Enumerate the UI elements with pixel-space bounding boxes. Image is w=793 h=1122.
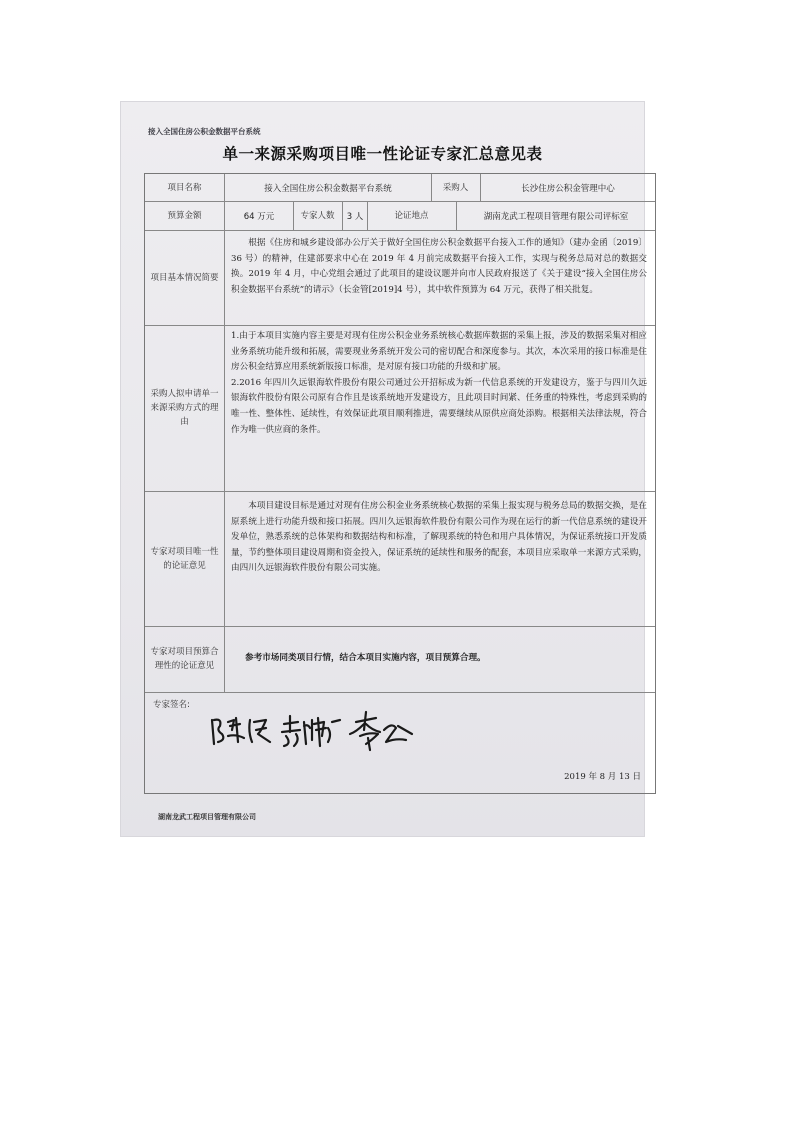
venue-label: 论证地点: [367, 201, 457, 230]
reason-paragraph-1: 1.由于本项目实施内容主要是对现有住房公积金业务系统核心数据库数据的采集上报，涉及的数据采集对相应业务系统功能升级和拓展，需要现业务系统开发公司的密切配合和深度参与。其次，本次采用的接口标准是住房公积金结算应用系统新版接口标准，是对原有接口功能的升级和扩展。: [231, 331, 647, 373]
expert-count-label: 专家人数: [293, 201, 343, 230]
purchaser-value: 长沙住房公积金管理中心: [521, 183, 615, 194]
company-footer: 湖南龙武工程项目管理有限公司: [158, 813, 256, 821]
project-name-value: 接入全国住房公积金数据平台系统: [225, 174, 432, 201]
reason-text: [225, 325, 655, 491]
row-basic-info: [145, 230, 655, 326]
purchaser-label: 采购人: [431, 174, 481, 201]
expert-count-value: 3 人: [343, 201, 368, 230]
expert-opinion-label: 专家对项目唯一性的论证意见: [145, 491, 225, 626]
basic-info-text: [225, 230, 655, 325]
venue-value: 湖南龙武工程项目管理有限公司评标室: [483, 211, 629, 222]
basic-info-label: 项目基本情况简要: [145, 230, 225, 325]
page-title: 单一来源采购项目唯一性论证专家汇总意见表: [222, 145, 543, 163]
row-reason: [145, 325, 655, 492]
row-signature: [145, 692, 655, 792]
basic-info-paragraph: 根据《住房和城乡建设部办公厅关于做好全国住房公积金数据平台接入工作的通知》（建办金函〔2019〕36 号）的精神，住建部要求中心在 2019 年 4 月前完成数据平台接入工作，实现与税务总局对总的数据交换。2019 年 4 月，中心党组会通过了此项目的建设议题并向市人民政府报送了《关于建设“接入全国住房公积金数据平台系统”的请示》（长金管[2019]4 号），其中软件预算为 64 万元，获得了相关批复。: [231, 238, 647, 295]
reason-label: 采购人拟申请单一来源采购方式的理由: [145, 325, 225, 491]
document-photo: [120, 101, 645, 837]
expert-opinion-paragraph: 本项目建设目标是通过对现有住房公积金业务系统核心数据的采集上报实现与税务总局的数据交换，是在原系统上进行功能升级和接口拓展。四川久远银海软件股份有限公司作为现在运行的新一代信息系统的建设开发单位，熟悉系统的总体架构和数据结构和标准，了解现系统的特色和用户具体情况，为保证系统接口开发质量，节约整体项目建设周期和资金投入，保证系统的延续性和服务的配套，本项目应采取单一来源方式采购，由四川久远银海软件股份有限公司实施。: [231, 501, 647, 574]
row-project-name: [145, 174, 655, 202]
signature-date: 2019 年 8 月 13 日: [564, 772, 641, 782]
row-budget-opinion: [145, 626, 655, 693]
signature-label: 专家签名:: [153, 700, 190, 710]
budget-opinion-text: 参考市场同类项目行情，结合本项目实施内容，项目预算合理。: [245, 653, 486, 664]
reason-paragraph-2: 2.2016 年四川久远银海软件股份有限公司通过公开招标成为新一代信息系统的开发建设方，鉴于与四川久远银海软件股份有限公司原有合作且是该系统地开发建设方，且此项目时间紧、任务重的特殊性，考虑到采购的唯一性、整体性、延续性，有效保证此项目顺利推进，需要继续从原供应商处添购。根据相关法律法规，符合作为唯一供应商的条件。: [231, 377, 647, 435]
budget-value: 64 万元: [225, 201, 294, 230]
budget-label: 预算金额: [145, 201, 225, 230]
system-name-header: 接入全国住房公积金数据平台系统: [148, 127, 261, 136]
row-budget: [145, 201, 655, 231]
budget-opinion-label: 专家对项目预算合理性的论证意见: [145, 626, 225, 692]
row-expert-opinion: [145, 491, 655, 627]
project-name-label: 项目名称: [145, 174, 225, 201]
expert-opinion-text: [225, 491, 655, 626]
opinion-form: [144, 173, 656, 794]
handwritten-signatures: [200, 704, 440, 754]
